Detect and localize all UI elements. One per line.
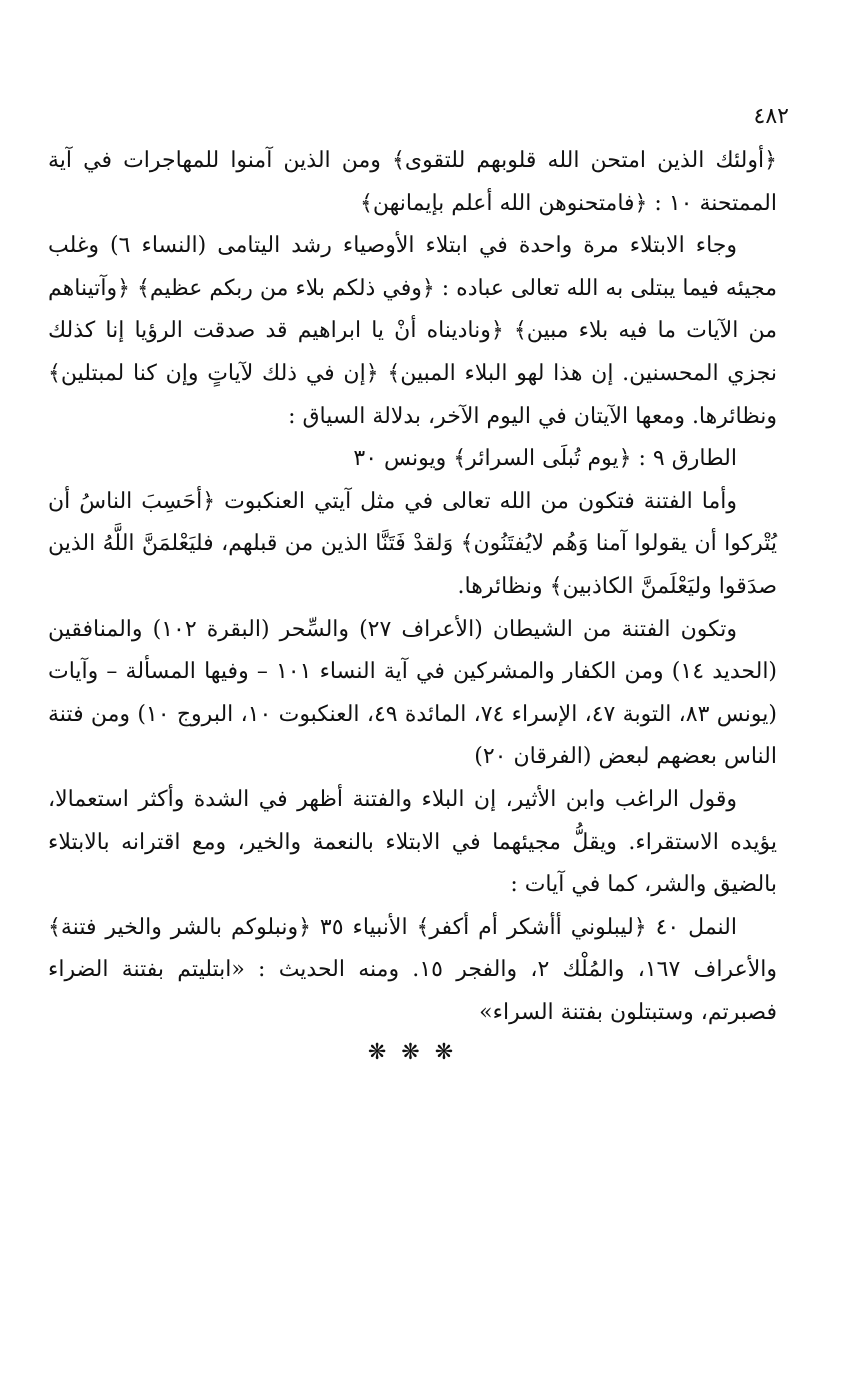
paragraph-raghib: وقول الراغب وابن الأثير، إن البلاء والفتنة أظهر في الشدة وأكثر استعمالا، يؤيده الاستقراء. ويقلُّ مجيئهما في الابتلاء بالنعمة والخير، ومع اقترانه بالابتلاء بالضيق والشر، كما في آيات :: [48, 786, 777, 898]
paragraph-fitna-sources: وتكون الفتنة من الشيطان (الأعراف ٢٧) والسِّحر (البقرة ١٠٢) والمنافقين (الحديد ١٤) ومن الكفار والمشركين في آية النساء ١٠١ – وفيها المسألة – وآيات (يونس ٨٣، التوبة ٤٧، الإسراء ٧٤، المائدة ٤٩، العنكبوت ١٠، البروج ١٠) ومن فتنة الناس بعضهم لبعض (الفرقان ٢٠): [48, 616, 778, 770]
paragraph-naml: النمل ٤٠ ﴿ليبلوني أأشكر أم أكفر﴾ الأنبياء ٣٥ ﴿ونبلوكم بالشر والخير فتنة﴾ والأعراف ١٦٧، والمُلْك ٢، والفجر ١٥. ومنه الحديث : «ابتليتم بفتنة الضراء فصبرتم، وستبتلون بفتنة السراء»: [48, 914, 777, 1025]
paragraph-fitna-allah: وأما الفتنة فتكون من الله تعالى في مثل آيتي العنكبوت ﴿أحَسِبَ الناسُ أن يُتْركوا أن يقولوا آمنا وَهُم لايُفتَنُون﴾ وَلقدْ فَتَنَّا الذين من قبلهم، فليَعْلمَنَّ اللَّهُ الذين صدَقوا وليَعْلَمنَّ الكاذبين﴾ ونظائرها.: [48, 488, 777, 599]
paragraph-mumtahana: ﴿أولئك الذين امتحن الله قلوبهم للتقوى﴾ ومن الذين آمنوا للمهاجرات في آية الممتحنة ١٠ : ﴿فامتحنوهن الله أعلم بإيمانهن﴾: [48, 148, 777, 216]
paragraph-ibtila: وجاء الابتلاء مرة واحدة في ابتلاء الأوصياء رشد اليتامى (النساء ٦) وغلب مجيئه فيما يبتلى به الله تعالى عباده : ﴿وفي ذلكم بلاء من ربكم عظيم﴾ ﴿وآتيناهم من الآيات ما فيه بلاء مبين﴾ ﴿وناديناه أنْ يا ابراهيم قد صدقت الرؤيا إنا كذلك نجزي المحسنين. إن هذا لهو البلاء المبين﴾ ﴿إن في ذلك لآياتٍ وإن كنا لمبتلين﴾ ونظائرها. ومعها الآيتان في اليوم الآخر، بدلالة السياق :: [48, 233, 777, 429]
page-number: ٤٨٢: [753, 104, 789, 129]
paragraph-tariq: الطارق ٩ : ﴿يوم تُبلَى السرائر﴾ ويونس ٣٠: [353, 446, 737, 472]
body-text: [48, 140, 777, 1034]
section-separator: ❋ ❋ ❋: [367, 1040, 458, 1066]
